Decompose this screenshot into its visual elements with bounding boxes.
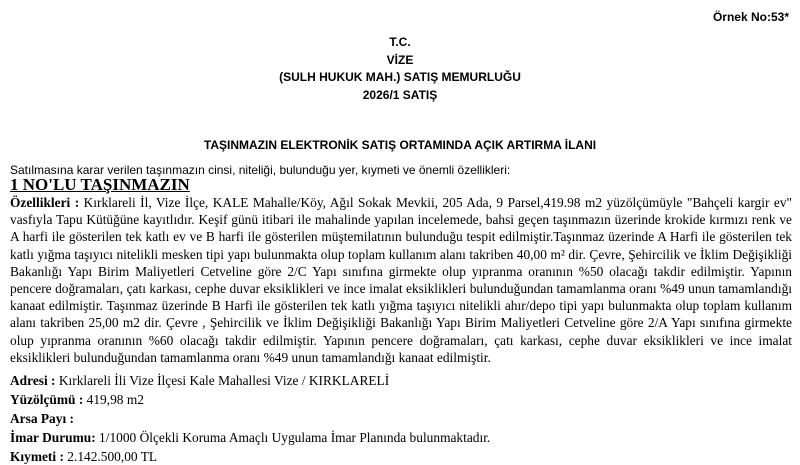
- address-value: Kırklareli İli Vize İlçesi Kale Mahallesi Vize / KIRKLARELİ: [58, 373, 390, 388]
- zoning-value: 1/1000 Ölçekli Koruma Amaçlı Uygulama İmar Planında bulunmaktadır.: [99, 430, 491, 445]
- zoning-label: İmar Durumu:: [10, 430, 96, 445]
- zoning-row: [10, 429, 490, 446]
- property-section-title: 1 NO'LU TAŞINMAZIN: [10, 175, 190, 194]
- document-header: [0, 34, 800, 104]
- features-text: Kırklareli İl, Vize İlçe, KALE Mahalle/Köy, Ağıl Sokak Mevkii, 205 Ada, 9 Parsel,419.98 m2 yüzölçümüyle "Bahçeli kargir ev" vasfıyla Tapu Kütüğüne kayıtlıdır. Keşif günü itibari ile mahalinde yapılan incelemede, bahsi geçen taşınmazın üzerinde krokide kırmızı renk ve A harfi ile gösterilen tek katlı ev ve B harfi ile gösterilen müştemilatının bulunduğu tespit edilmiştir.Taşınmaz üzerinde A Harfi ile gösterilen tek katlı yığma taşıyıcı nitelikli mesken tipi yapı bulunmakta olup toplam kullanım alanı takriben 40,00 m² dir. Çevre, Şehircilik ve İklim Değişikliği Bakanlığı Yapı Birim Maliyetleri Cetveline göre 2/C Yapı sınıfına girmekte olup yıpranma oranının %50 olacağı takdir edilmiştir. Yapının pencere doğramaları, çatı karkası, cephe duvar eksiklikleri ve ince imalat eksiklikleri bulunduğundan tamamlanma oranı %49 unun tamamlandığı kanaat edilmiştir. Taşınmaz üzerinde B Harfi ile gösterilen tek katlı yığma taşıyıcı nitelikli ahır/depo tipi yapı bulunmakta olup toplam kullanım alanı takriben 25,00 m2 dir. Çevre , Şehircilik ve İklim Değişikliği Bakanlığı Yapı Birim Maliyetleri Cetveline göre 2/A Yapı sınıfına girmekte olup yıpranma oranının %60 olacağı takdir edilmiştir. Yapının pencere doğramaları, çatı karkası, cephe duvar eksiklikleri ve ince imalat eksiklikleri bulunduğundan tamamlanma oranı %49 unun tamamlandığı kanaat edilmiştir.: [10, 195, 792, 365]
- land-share-label: Arsa Payı :: [10, 411, 74, 426]
- address-row: [10, 372, 389, 389]
- property-features: [10, 194, 792, 366]
- header-case-no: 2026/1 SATIŞ: [362, 87, 438, 102]
- features-label: Özellikleri :: [10, 195, 80, 210]
- area-row: [10, 391, 144, 408]
- header-office: (SULH HUKUK MAH.) SATIŞ MEMURLUĞU: [279, 70, 521, 84]
- address-label: Adresi :: [10, 373, 56, 388]
- value-label: Kıymeti :: [10, 449, 64, 464]
- value-amount: 2.142.500,00 TL: [67, 449, 158, 464]
- area-label: Yüzölçümü :: [10, 392, 84, 407]
- header-tc: T.C.: [389, 35, 411, 49]
- intro-text: Satılmasına karar verilen taşınmazın cinsi, niteliği, bulunduğu yer, kıymeti ve önemli özellikleri:: [10, 163, 511, 177]
- header-court: VİZE: [386, 52, 414, 67]
- ornek-number: Örnek No:53*: [712, 10, 789, 24]
- value-row: [10, 448, 157, 465]
- area-value: 419,98 m2: [86, 392, 144, 407]
- land-share-row: [10, 410, 74, 427]
- announcement-title: TAŞINMAZIN ELEKTRONİK SATIŞ ORTAMINDA AÇIK ARTIRMA İLANI: [203, 138, 597, 152]
